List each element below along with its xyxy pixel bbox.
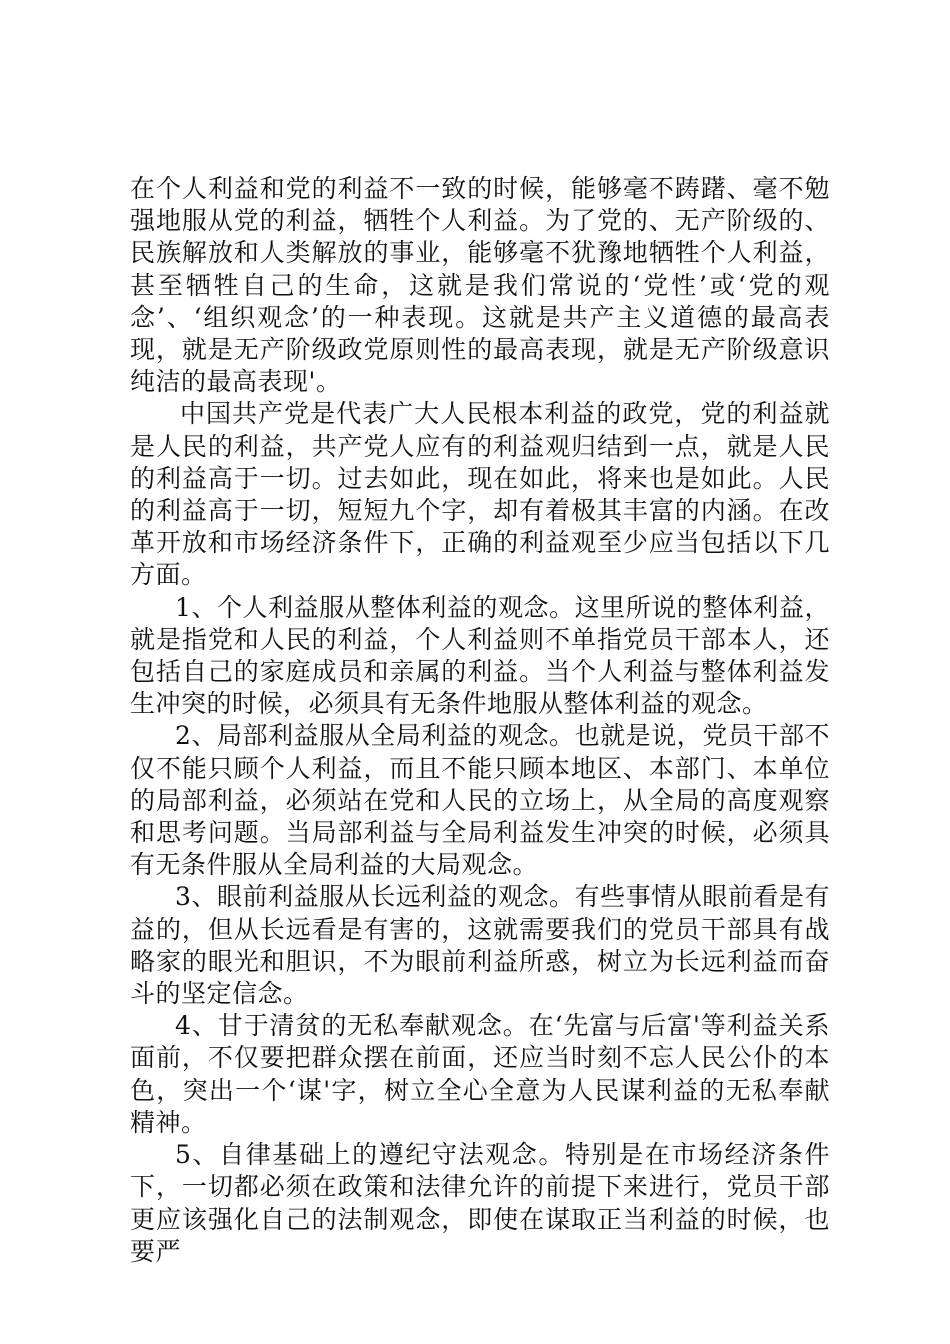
paragraph-point-1: 1、个人利益服从整体利益的观念。这里所说的整体利益，就是指党和人民的利益，个人利益则不单指党员干部本人，还包括自己的家庭成员和亲属的利益。当个人利益与整体利益发生冲突的时候，必须具有无条件地服从整体利益的观念。 <box>130 592 830 719</box>
paragraph-point-2: 2、局部利益服从全局利益的观念。也就是说，党员干部不仅不能只顾个人利益，而且不能只顾本地区、本部门、本单位的局部利益，必须站在党和人民的立场上，从全局的高度观察和思考问题。当局部利益与全局利益发生冲突的时候，必须具有无条件服从全局利益的大局观念。 <box>130 721 830 880</box>
paragraph-people-interest: 中国共产党是代表广大人民根本利益的政党，党的利益就是人民的利益，共产党人应有的利益观归结到一点，就是人民的利益高于一切。过去如此，现在如此，将来也是如此。人民的利益高于一切，短短九个字，却有着极其丰富的内涵。在改革开放和市场经济条件下，正确的利益观至少应当包括以下几方面。 <box>130 399 830 590</box>
document-page <box>130 173 830 1268</box>
paragraph-point-5: 5、自律基础上的遵纪守法观念。特别是在市场经济条件下，一切都必须在政策和法律允许的前提下来进行，党员干部更应该强化自己的法制观念，即使在谋取正当利益的时候，也要严 <box>130 1140 830 1266</box>
paragraph-party-spirit: 在个人利益和党的利益不一致的时候，能够毫不踌躇、毫不勉强地服从党的利益，牺牲个人利益。为了党的、无产阶级的、民族解放和人类解放的事业，能够毫不犹豫地牺牲个人利益，甚至牺牲自己的生命，这就是我们常说的‘党性’或‘党的观念’、‘组织观念’的一种表现。这就是共产主义道德的最高表现，就是无产阶级政党原则性的最高表现，就是无产阶级意识纯洁的最高表现'。 <box>130 174 830 397</box>
paragraph-point-3: 3、眼前利益服从长远利益的观念。有些事情从眼前看是有益的，但从长远看是有害的，这就需要我们的党员干部具有战略家的眼光和胆识，不为眼前利益所惑，树立为长远利益而奋斗的坚定信念。 <box>130 882 830 1009</box>
paragraph-point-4: 4、甘于清贫的无私奉献观念。在‘先富与后富'等利益关系面前，不仅要把群众摆在前面，还应当时刻不忘人民公仆的本色，突出一个‘谋'字，树立全心全意为人民谋利益的无私奉献精神。 <box>130 1011 830 1137</box>
